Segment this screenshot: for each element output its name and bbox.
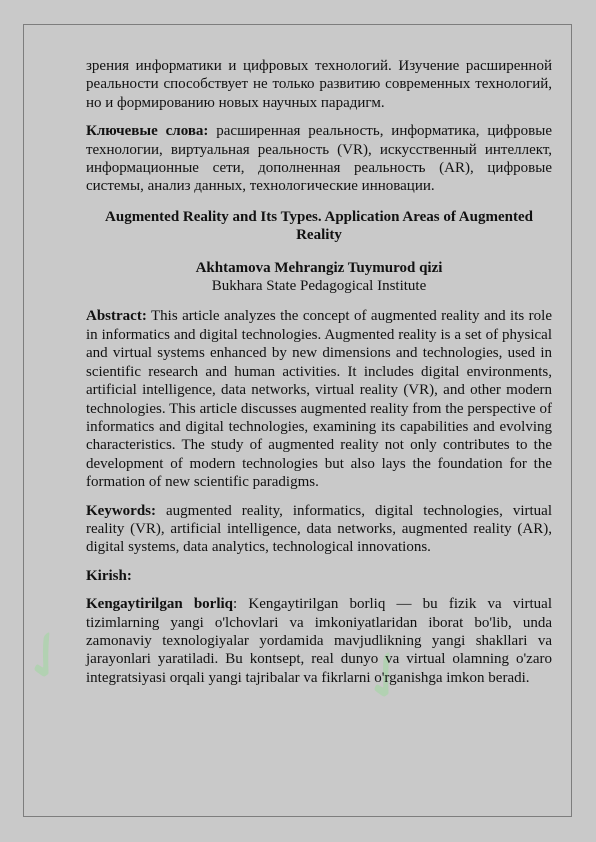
page-content — [86, 57, 552, 687]
keywords-en-paragraph — [86, 502, 552, 557]
institution: Bukhara State Pedagogical Institute — [211, 278, 427, 295]
abstract-text: This article analyzes the concept of augmented reality and its role in informatics and digital technologies. Augmented reality is a set of physical and virtual systems enhanced by new dimensions and technologies, used in scientific research and human activities. It includes digital environments, artificial intelligence, data networks, virtual reality (VR), and other modern technologies. This article discusses augmented reality from the perspective of informatics and digital technologies, examining its capabilities and evolving characteristics. The study of augmented reality not only contributes to the development of modern technologies but also lays the foundation for the formation of new scientific paradigms. — [86, 308, 552, 491]
keywords-en-text: augmented reality, informatics, digital technologies, virtual reality (VR), artificial intelligence, data networks, augmented reality (AR), digital systems, data analytics, technological innovations. — [86, 502, 552, 556]
body-paragraph-text: : Kengaytirilgan borliq — bu fizik va virtual tizimlarning yangi o'lchovlari va imkoniyatlaridan iborat bo'lib, unda zamonaviy texnologiyalar yordamida mavjudlikning yangi shakllari va jarayonlari yaratiladi. Bu kontsept, real dunyo va virtual olamning o'zaro integratsiyasi orqali yangi tajribalar va fikrlarni o'rganishga imkon beradi. — [86, 596, 552, 686]
abstract-label: Abstract: — [86, 308, 147, 325]
section-heading — [86, 567, 552, 585]
author-name: Akhtamova Mehrangiz Tuymurod qizi — [195, 259, 443, 276]
abstract-paragraph — [86, 307, 552, 491]
section-heading-text: Kirish: — [86, 567, 132, 584]
keywords-ru-label: Ключевые слова: — [86, 123, 209, 140]
body-paragraph — [86, 595, 552, 687]
watermark-left: ✓ — [3, 611, 90, 703]
intro-continued-paragraph: зрения информатики и цифровых технологий. Изучение расширенной реальности способствует не только развитию современных технологий, но и формированию новых научных парадигм. — [86, 58, 552, 111]
watermark-right: ✓ — [343, 631, 430, 723]
keywords-ru-paragraph — [86, 122, 552, 196]
keywords-ru-text: расширенная реальность, информатика, цифровые технологии, виртуальная реальность (VR), искусственный интеллект, информационные сети, дополненная реальность (AR), цифровые системы, анализ данных, технологические инновации. — [86, 123, 552, 195]
body-paragraph-label: Kengaytirilgan borliq — [86, 596, 234, 613]
keywords-en-label: Keywords: — [86, 502, 156, 519]
article-title: Augmented Reality and Its Types. Application Areas of Augmented Reality — [105, 208, 533, 244]
